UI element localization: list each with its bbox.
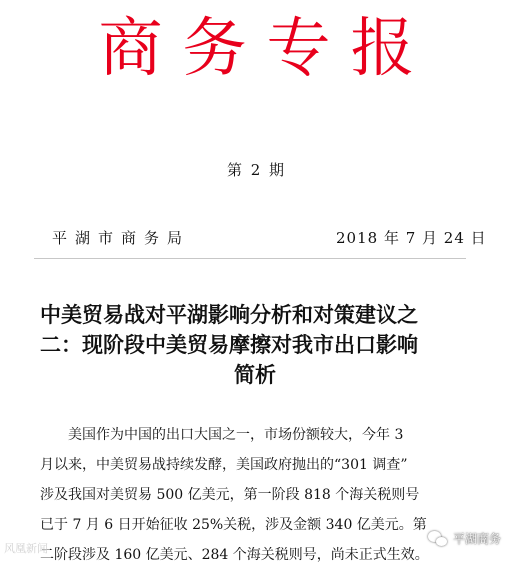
header-divider	[34, 258, 466, 259]
body-line: 月以来，中美贸易战持续发酵，美国政府抛出的“301 调查”	[40, 457, 408, 473]
watermark-account-name: 平湖商务	[452, 532, 501, 546]
headline-line: 中美贸易战对平湖影响分析和对策建议之	[40, 303, 418, 327]
watermark-left: 风凰新闻	[4, 542, 48, 555]
article-body	[40, 420, 470, 570]
article-headline	[40, 300, 470, 390]
issuer-name: 平湖市商务局	[52, 229, 191, 247]
body-line: 涉及我国对美贸易 500 亿美元，第一阶段 818 个海关税则号	[40, 487, 420, 503]
headline-line: 简析	[234, 363, 276, 387]
body-line: 二阶段涉及 160 亿美元、284 个海关税则号，尚未正式生效。	[40, 547, 429, 563]
issue-date: 2018 年 7 月 24 日	[336, 229, 487, 247]
body-line: 美国作为中国的出口大国之一，市场份额较大，今年 3	[68, 427, 404, 443]
body-line: 已于 7 月 6 日开始征收 25%关税，涉及金额 340 亿美元。第	[40, 517, 427, 533]
headline-line: 二：现阶段中美贸易摩擦对我市出口影响	[40, 333, 418, 357]
masthead-title: 商务专报	[98, 12, 435, 86]
issue-number: 第 2 期	[226, 161, 287, 179]
wechat-icon	[428, 531, 448, 547]
watermark-right	[428, 531, 501, 547]
